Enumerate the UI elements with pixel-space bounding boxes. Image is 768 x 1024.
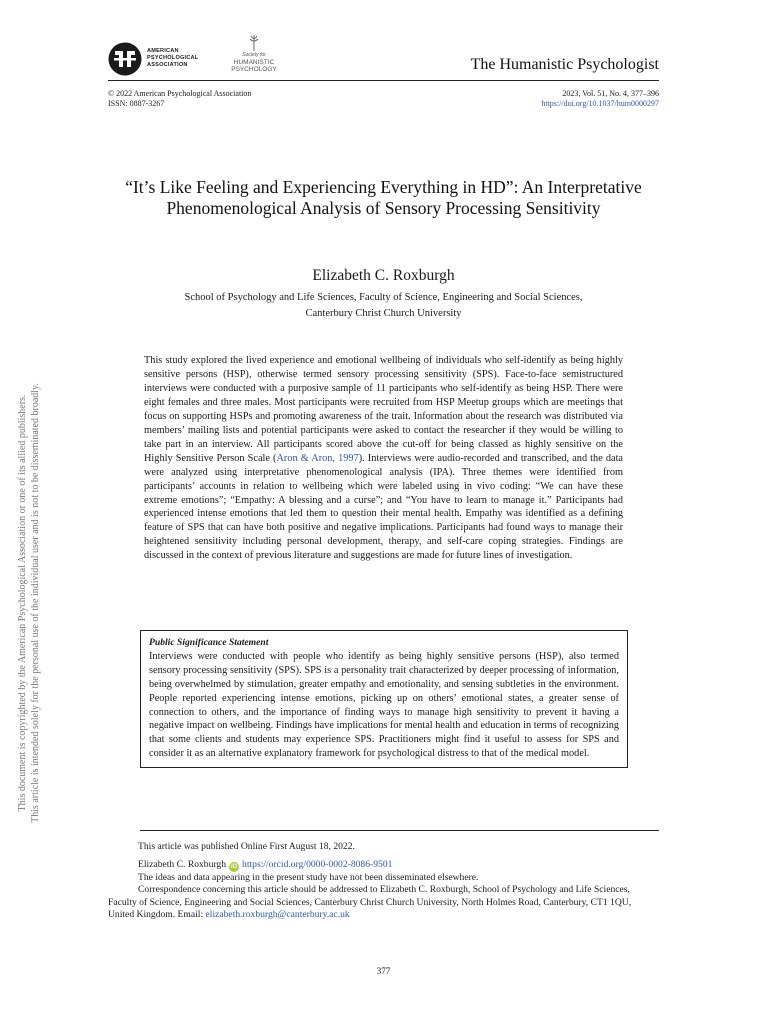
apa-mark-icon <box>108 42 142 76</box>
article-title: “It’s Like Feeling and Experiencing Everything in HD”: An Interpretative Phenomenological Analysis of Sensory Processing Sensitivity <box>125 177 642 218</box>
orcid-author: Elizabeth C. Roxburgh <box>138 858 227 870</box>
apa-wordmark-line: AMERICAN <box>147 48 179 54</box>
abstract-text: This study explored the lived experience and emotional wellbeing of individuals who self-identify as being highly sensitive persons (HSP), otherwise termed sensory processing sensitivity (SPS). Face-to-face semistructured interviews were conducted with a purposive sample of 11 participants who self-identify as being HSP. There were eight females and three males. Most participants were recruited from HSP Meetup groups which are meetings that focus on supporting HSPs and promoting awareness of the trait. Information about the research was distributed via members’ mailing lists and potential participants were asked to contact the researcher if they would be willing to take part in an interview. All participants scored above the cut-off for being classed as highly sensitive on the Highly Sensitive Person Scale ( <box>144 355 623 464</box>
correspondence-note <box>108 884 659 922</box>
shp-wordmark-line: HUMANISTIC <box>233 59 275 66</box>
significance-text: Interviews were conducted with people who identify as being highly sensitive persons (HSP), also termed sensory processing sensitivity (SPS). SPS is a personality trait characterized by deeper processing of information, being overwhelmed by stimulation, greater empathy and emotionality, and sensing subtleties in the environment. People reported experiencing intense emotions, picking up on others’ emotional states, a greater sense of connection to others, and the importance of finding ways to manage high sensitivity to prevent it having a negative impact on wellbeing. Findings have implications for mental health and education in terms of recognizing that some clients and students may experience SPS. Practitioners might find it useful to assess for SPS and consider it as an alternative explanatory framework for psychological distress to that of the medical model. <box>149 650 619 760</box>
data-note: The ideas and data appearing in the present study have not been disseminated elsewhere. <box>138 871 479 883</box>
abstract <box>144 354 623 563</box>
shp-wordmark-line: PSYCHOLOGY <box>231 66 277 73</box>
volume-line: 2023, Vol. 51, No. 4, 377–396 <box>562 89 659 98</box>
footnotes <box>108 841 659 922</box>
publication-meta-left <box>108 89 251 109</box>
apa-wordmark <box>147 48 198 69</box>
citation-link[interactable]: Aron & Aron, 1997 <box>276 452 359 464</box>
apa-wordmark-line: ASSOCIATION <box>147 62 188 68</box>
apa-wordmark-line: PSYCHOLOGICAL <box>147 55 199 61</box>
shp-logo <box>225 34 283 78</box>
journal-title: The Humanistic Psychologist <box>470 56 659 73</box>
copyright-side-notice <box>16 318 44 888</box>
affiliation-line: School of Psychology and Life Sciences, Faculty of Science, Engineering and Social Sciences, <box>184 292 583 303</box>
significance-heading: Public Significance Statement <box>149 637 269 648</box>
author-name: Elizabeth C. Roxburgh <box>312 267 455 284</box>
shp-wordmark-line: Society for <box>242 52 266 58</box>
abstract-text: ). Interviews were audio-recorded and transcribed, and the data were analyzed using interpretative phenomenological analysis (IPA). Three themes were identified from participants’ accounts in relation to wellbeing which were labeled using in vivo coding: “We can have these extreme emotions”; “Empathy: A blessing and a curse”; and “You have to learn to manage it.” Participants had experienced intense emotions that led them to question their mental health. Empathy was identified as a defining feature of SPS that can have both positive and negative implications. Participants had found ways to manage their heightened sensitivity including personal development, therapy, and self-care coping strategies. Findings are discussed in the context of previous literature and suggestions are made for future lines of investigation. <box>144 452 623 562</box>
header-divider <box>108 80 659 81</box>
shp-mark-icon <box>247 34 261 52</box>
footnote-divider <box>140 830 659 831</box>
page-number: 377 <box>376 966 391 976</box>
correspondence-text: Correspondence concerning this article should be addressed to Elizabeth C. Roxburgh, School of Psychology and Life Sciences, Faculty of Science, Engineering and Social Sciences, Canterbury Christ Church University, North Holmes Road, Canterbury, CT1 1QU, United Kingdom. Email: <box>108 884 632 921</box>
doi-link[interactable]: https://doi.org/10.1037/hum0000297 <box>541 99 659 108</box>
orcid-line <box>108 859 659 872</box>
email-link[interactable]: elizabeth.roxburgh@canterbury.ac.uk <box>205 909 350 921</box>
publication-meta-right <box>541 89 659 109</box>
published-note: This article was published Online First August 18, 2022. <box>138 841 355 852</box>
author-affiliation <box>108 290 659 321</box>
orcid-link[interactable]: https://orcid.org/0000-0002-8086-9501 <box>242 858 393 870</box>
orcid-icon[interactable]: iD <box>231 863 238 870</box>
side-notice-line: This article is intended solely for the personal use of the individual user and is not to be disseminated broadly. <box>30 383 41 823</box>
shp-wordmark <box>225 52 283 73</box>
apa-logo <box>108 42 208 76</box>
copyright-line: © 2022 American Psychological Association <box>108 89 252 98</box>
side-notice-line: This document is copyrighted by the American Psychological Association or one of its allied publishers. <box>17 394 28 812</box>
affiliation-line: Canterbury Christ Church University <box>305 307 462 319</box>
issn-line: ISSN: 0887-3267 <box>108 99 165 108</box>
public-significance-box <box>140 630 628 768</box>
